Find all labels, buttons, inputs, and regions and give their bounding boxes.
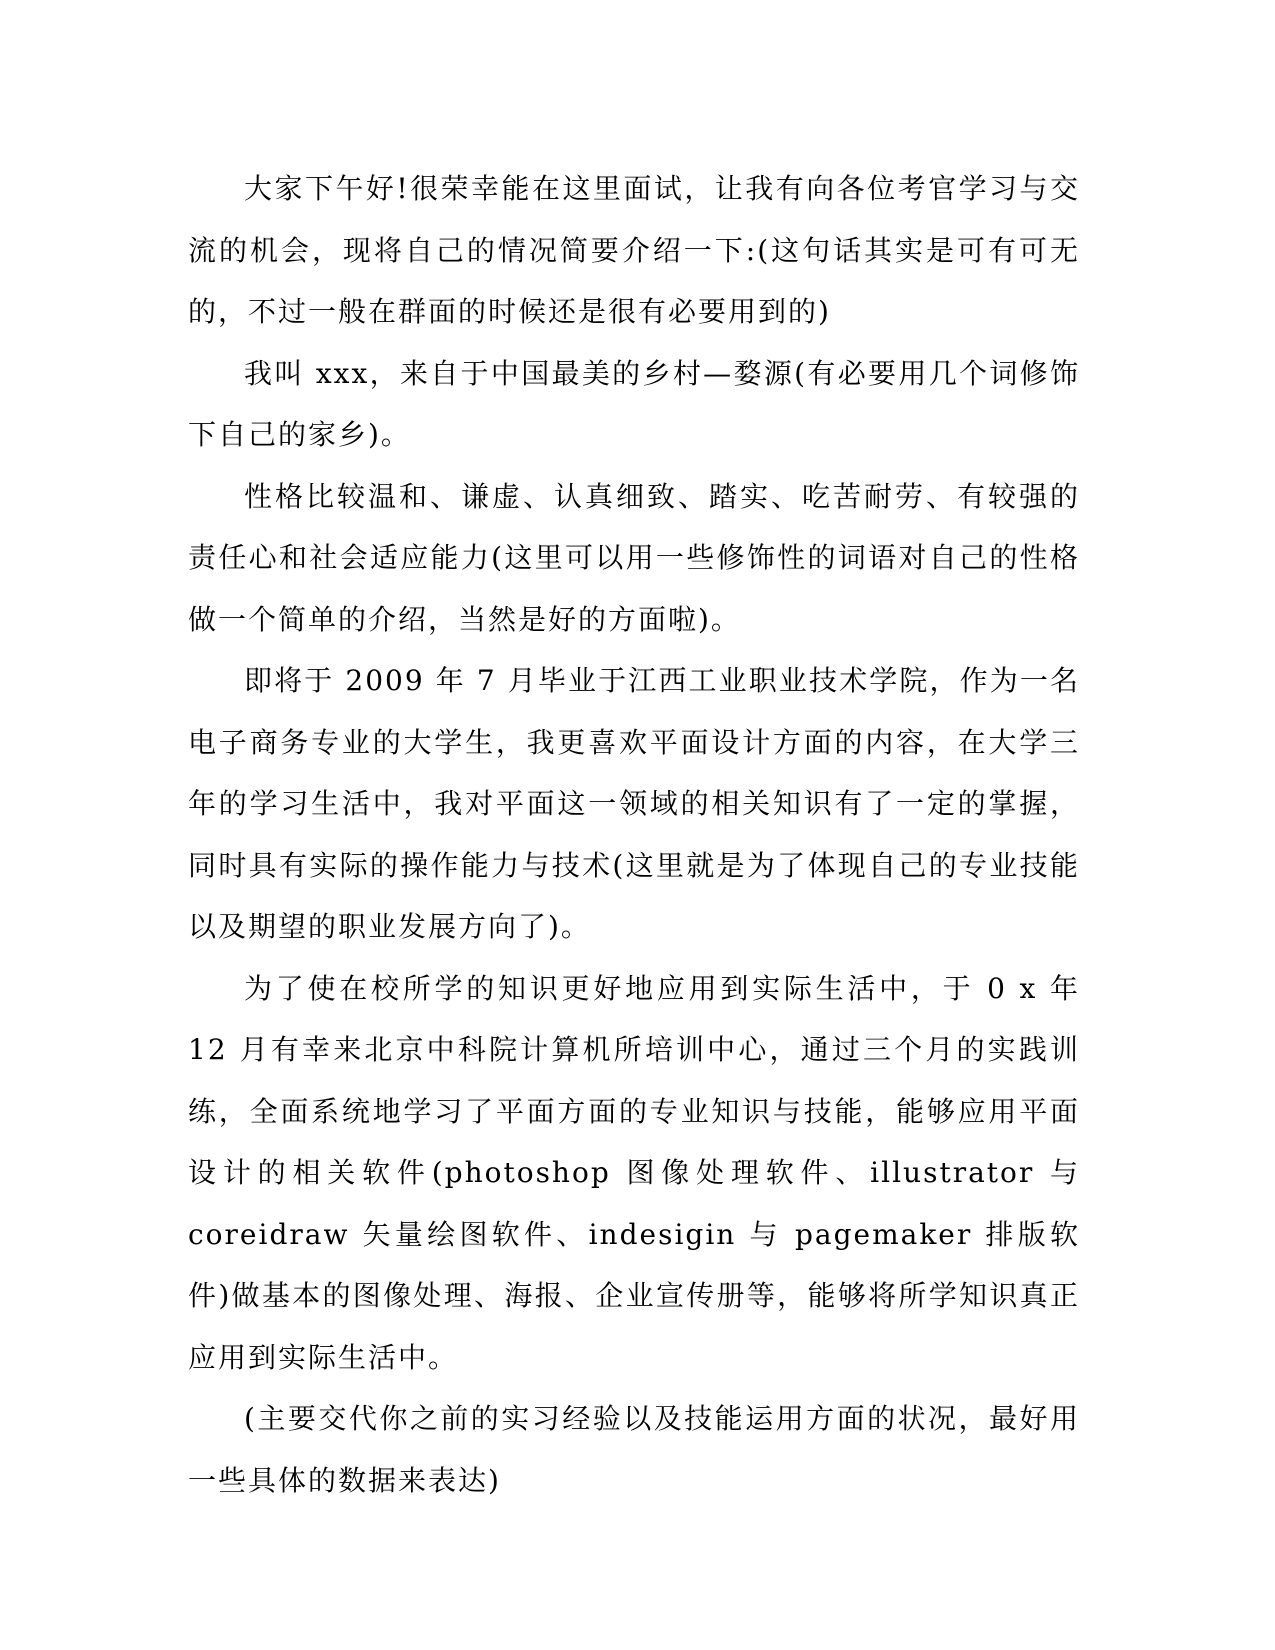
- paragraph-education: 即将于 2009 年 7 月毕业于江西工业职业技术学院，作为一名电子商务专业的大学生，我更喜欢平面设计方面的内容，在大学三年的学习生活中，我对平面这一领域的相关知识有了一定的掌握，同时具有实际的操作能力与技术(这里就是为了体现自己的专业技能以及期望的职业发展方向了)。: [188, 664, 1080, 943]
- paragraph-personality: 性格比较温和、谦虚、认真细致、踏实、吃苦耐劳、有较强的责任心和社会适应能力(这里可以用一些修饰性的词语对自己的性格做一个简单的介绍，当然是好的方面啦)。: [188, 479, 1080, 636]
- paragraph-greeting: 大家下午好!很荣幸能在这里面试，让我有向各位考官学习与交流的机会，现将自己的情况简要介绍一下:(这句话其实是可有可无的，不过一般在群面的时候还是很有必要用到的): [188, 172, 1080, 328]
- paragraph-note: (主要交代你之前的实习经验以及技能运用方面的状况，最好用一些具体的数据来表达): [188, 1402, 1080, 1497]
- paragraph-training: 为了使在校所学的知识更好地应用到实际生活中，于 0 x 年 12 月有幸来北京中科院计算机所培训中心，通过三个月的实践训练，全面系统地学习了平面方面的专业知识与技能，能够应用平面设计的相关软件(photoshop 图像处理软件、illustrator 与 coreidraw 矢量绘图软件、indesigin 与 pagemaker 排版软件)做基本的图像处理、海报、企业宣传册等，能够将所学知识真正应用到实际生活中。: [188, 971, 1080, 1374]
- document-body: [188, 158, 1080, 1511]
- paragraph-name-hometown: 我叫 xxx，来自于中国最美的乡村—婺源(有必要用几个词修饰下自己的家乡)。: [188, 356, 1080, 451]
